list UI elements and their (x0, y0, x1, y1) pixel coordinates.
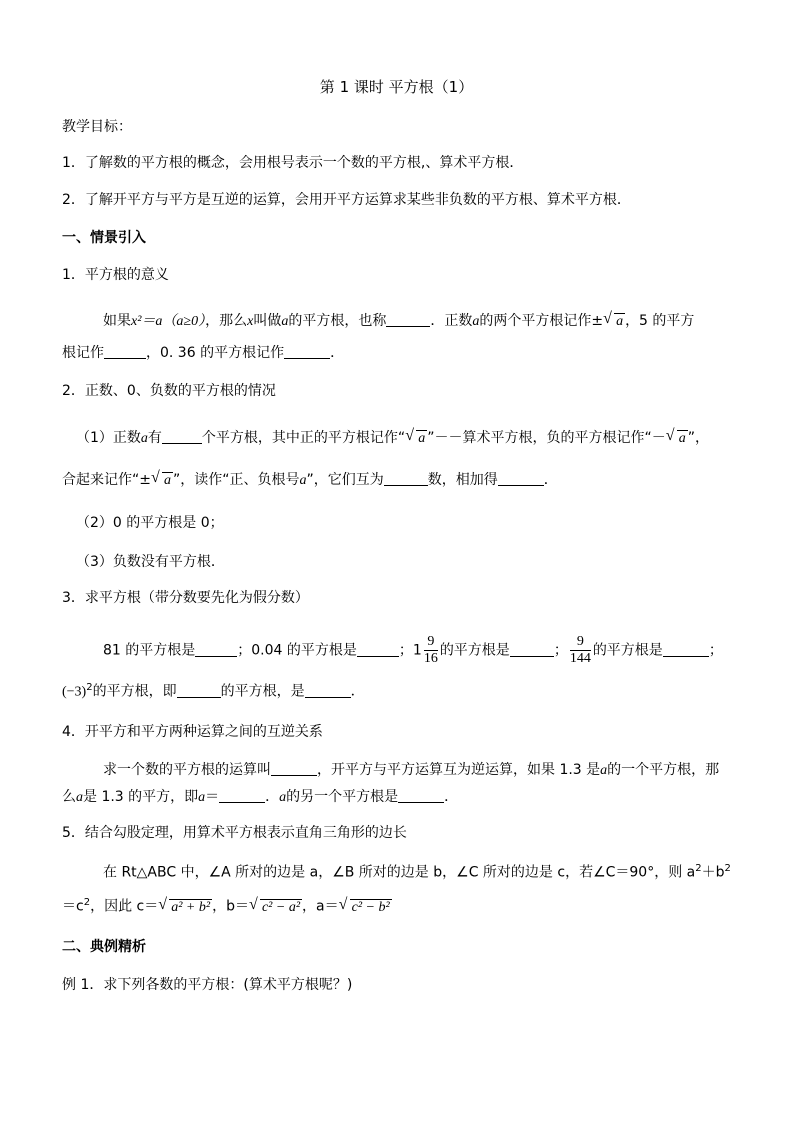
text: ，0. 36 的平方根记作 (146, 345, 285, 361)
text: ，因此 c＝ (90, 898, 159, 915)
answer-blank[interactable] (104, 344, 146, 359)
text: 81 的平方根是 (103, 642, 196, 659)
text: 的一个平方根，那 (607, 762, 720, 778)
text: 的平方根，也称 (288, 313, 387, 329)
text: 个平方根，其中正的平方根记作“ (201, 430, 406, 446)
text: 在 Rt△ABC 中，∠A 所对的边是 a，∠B 所对的边是 b，∠C 所对的边是 c，若∠C＝90°，则 a (103, 864, 696, 881)
item-heading-1: 1．平方根的意义 (62, 267, 169, 283)
fraction: $\frac{9}{144}$ (569, 634, 591, 666)
answer-blank[interactable] (271, 761, 317, 776)
paragraph-2-line-4: （3）负数没有平方根． (76, 554, 225, 570)
paragraph-3-line-1 (103, 634, 723, 667)
answer-blank[interactable] (498, 471, 544, 486)
sqrt-expression: √ a (150, 469, 171, 488)
sqrt-expression: √ a (665, 427, 686, 446)
variable: a (76, 790, 83, 805)
sqrt-expression: √ a (405, 427, 426, 446)
text: 数，相加得 (427, 472, 498, 488)
text: 根记作 (62, 345, 104, 361)
text: 的平方根，即 (92, 683, 177, 700)
paragraph-4-line-2 (62, 787, 458, 808)
text: ＋b (701, 864, 725, 881)
sqrt-expression: √ a (603, 310, 624, 329)
text: ＝ (205, 789, 220, 805)
variable: a (472, 314, 480, 329)
answer-blank[interactable] (384, 471, 428, 486)
answer-blank[interactable] (219, 788, 265, 803)
text: ，a＝ (302, 898, 339, 915)
answer-blank[interactable] (305, 683, 351, 698)
sqrt-expression: √ a² + b² (158, 895, 211, 915)
text: ，5 的平方 (625, 313, 695, 329)
section-heading-1: 一、情景引入 (62, 230, 146, 246)
item-heading-4: 4．开平方和平方两种运算之间的互逆关系 (62, 724, 323, 740)
text: ；0.04 的平方根是 (237, 642, 357, 659)
example-1: 例 1．求下列各数的平方根：(算术平方根呢？) (62, 977, 353, 993)
sqrt-expression: √ c² − b² (338, 895, 390, 915)
answer-blank[interactable] (663, 642, 709, 657)
math-expression: x²＝a（a≥0） (131, 314, 206, 329)
math-expression: (−3) (62, 684, 87, 700)
text: 叫做 (253, 313, 282, 329)
sqrt-expression: √ c² − a² (248, 895, 301, 915)
text: （1）正数 (76, 430, 141, 446)
paragraph-4-line-1 (103, 760, 719, 781)
answer-blank[interactable] (284, 344, 330, 359)
answer-blank[interactable] (195, 642, 237, 657)
page-title: 第 1 课时 平方根（1） (319, 78, 474, 96)
item-heading-3: 3．求平方根（带分数要先化为假分数） (62, 590, 309, 606)
text: 合起来记作“± (62, 472, 151, 488)
answer-blank[interactable] (357, 642, 399, 657)
text: ”，它们互为 (306, 472, 384, 488)
text: ． (265, 789, 280, 805)
text: 的平方根是 (439, 642, 510, 659)
text: ．正数 (430, 313, 473, 329)
variable: a (279, 790, 287, 805)
variable: a (299, 473, 307, 488)
answer-blank[interactable] (386, 312, 430, 327)
paragraph-1-line-2 (62, 343, 344, 363)
paragraph-2-line-1 (76, 428, 709, 449)
text: 如果 (103, 313, 131, 329)
paragraph-2-line-2 (62, 470, 558, 491)
text: ”－－算术平方根，负的平方根记作“－ (427, 430, 666, 446)
variable: x (247, 314, 254, 329)
text: ． (350, 683, 365, 700)
text: 是 1.3 的平方，即 (83, 789, 199, 805)
fraction: $\frac{9}{16}$ (423, 634, 438, 666)
paragraph-2-line-3: （2）0 的平方根是 0； (76, 515, 224, 531)
variable: a (140, 431, 148, 446)
text: ； (553, 642, 568, 659)
text: ＝c (62, 898, 84, 915)
text: ”， (687, 430, 709, 446)
answer-blank[interactable] (162, 429, 202, 444)
paragraph-3-line-2: $(-3)^2$的平方根，即 的平方根，是 ． (62, 682, 365, 700)
item-heading-5: 5．结合勾股定理，用算术平方根表示直角三角形的边长 (62, 825, 407, 841)
item-heading-2: 2．正数、0、负数的平方根的情况 (62, 383, 276, 399)
text: ，那么 (205, 313, 248, 329)
answer-blank[interactable] (398, 788, 444, 803)
text: 有 (147, 430, 162, 446)
text: ”，读作“正、负根号 (172, 472, 300, 488)
text: 的平方根，是 (220, 683, 305, 700)
variable: a (198, 790, 206, 805)
text: ；1 (398, 642, 422, 659)
goals-heading: 教学目标： (62, 119, 132, 135)
text: ，b＝ (212, 898, 249, 915)
variable: a (281, 314, 289, 329)
goal-1: 1．了解数的平方根的概念，会用根号表示一个数的平方根,、算术平方根． (62, 155, 524, 171)
paragraph-1-line-1 (103, 311, 694, 332)
answer-blank[interactable] (177, 683, 221, 698)
section-heading-2: 二、典例精析 (62, 939, 146, 955)
text: ； (708, 642, 723, 659)
text: ． (330, 345, 345, 361)
text: 的两个平方根记作± (479, 313, 604, 329)
variable: a (600, 763, 608, 778)
text: 求一个数的平方根的运算叫 (103, 762, 271, 778)
text: ． (444, 789, 459, 805)
paragraph-5-line-2: $=c^2$，因此 c＝ √ a² + b² ，b＝ √ c² − a² ，a＝ √ c² − b² (62, 893, 392, 918)
paragraph-5-line-1: 在 Rt△ABC 中，∠A 所对的边是 a，∠B 所对的边是 b，∠C 所对的边是 c，若∠C＝90°，则 $a^2+b^2$ (103, 863, 731, 881)
answer-blank[interactable] (510, 642, 554, 657)
text: ，开平方与平方运算互为逆运算，如果 1.3 是 (317, 762, 601, 778)
text: 的平方根是 (592, 642, 663, 659)
goal-2: 2．了解开平方与平方是互逆的运算，会用开平方运算求某些非负数的平方根、算术平方根． (62, 192, 631, 208)
text: 么 (62, 789, 76, 805)
text: 的另一个平方根是 (286, 789, 399, 805)
text: ． (543, 472, 558, 488)
